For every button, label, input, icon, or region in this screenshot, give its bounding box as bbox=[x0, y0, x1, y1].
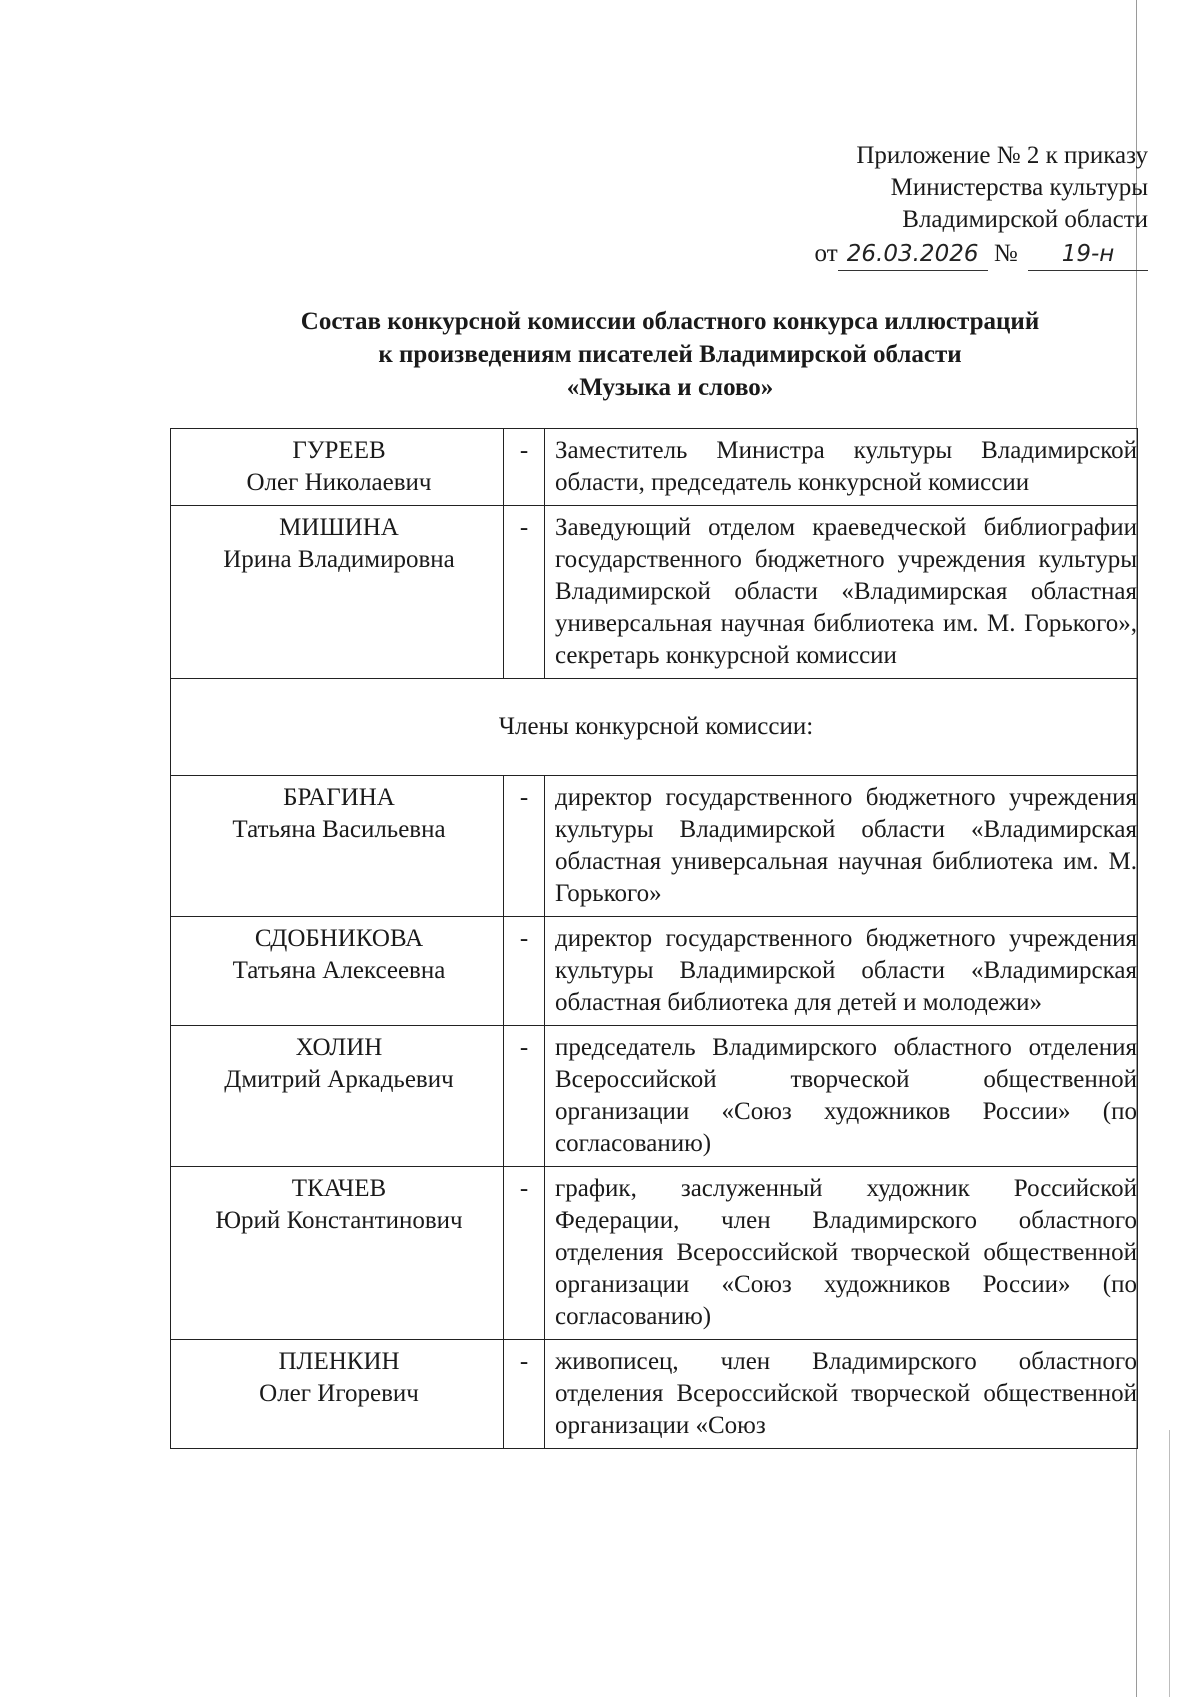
name-cell bbox=[171, 1340, 504, 1449]
dash-cell: - bbox=[504, 1026, 545, 1167]
member-surname: МИШИНА bbox=[279, 514, 399, 541]
appendix-header bbox=[815, 140, 1148, 271]
handwritten-number: 19-н bbox=[1028, 238, 1148, 271]
title-line-3: «Музыка и слово» bbox=[566, 374, 774, 401]
handwritten-date: 26.03.2026 bbox=[838, 238, 988, 271]
member-given-name: Юрий Константинович bbox=[215, 1207, 463, 1234]
members-heading-row bbox=[171, 679, 1138, 776]
scan-edge-line-secondary bbox=[1169, 1430, 1170, 1697]
member-given-name: Татьяна Васильевна bbox=[232, 816, 446, 843]
appendix-line-2: Министерства культуры bbox=[890, 174, 1148, 201]
title-line-1: Состав конкурсной комиссии областного конкурса иллюстраций bbox=[300, 308, 1040, 335]
commission-table bbox=[170, 428, 1138, 1449]
member-surname: ГУРЕЕВ bbox=[292, 437, 386, 464]
member-surname: ПЛЕНКИН bbox=[278, 1348, 400, 1375]
name-cell bbox=[171, 506, 504, 679]
role-cell: Заведующий отделом краеведческой библиографии государственного бюджетного учреждения культуры Владимирской области «Владимирская областная универсальная научная библиотека им. М. Горького», секретарь конкурсной комиссии bbox=[545, 506, 1138, 679]
appendix-line-3: Владимирской области bbox=[902, 206, 1148, 233]
table-row bbox=[171, 776, 1138, 917]
appendix-line-1: Приложение № 2 к приказу bbox=[856, 142, 1148, 169]
table-row bbox=[171, 429, 1138, 506]
table-row bbox=[171, 1167, 1138, 1340]
title-line-2: к произведениям писателей Владимирской области bbox=[378, 341, 962, 368]
table-row bbox=[171, 1026, 1138, 1167]
role-cell: график, заслуженный художник Российской Федерации, член Владимирского областного отделения Всероссийской творческой общественной организации «Союз художников России» (по согласованию) bbox=[545, 1167, 1138, 1340]
name-cell bbox=[171, 1167, 504, 1340]
member-surname: ТКАЧЕВ bbox=[291, 1175, 387, 1202]
table-row bbox=[171, 1340, 1138, 1449]
name-cell bbox=[171, 429, 504, 506]
role-cell: Заместитель Министра культуры Владимирской области, председатель конкурсной комиссии bbox=[545, 429, 1138, 506]
member-surname: СДОБНИКОВА bbox=[254, 925, 424, 952]
member-surname: БРАГИНА bbox=[283, 784, 395, 811]
order-date-number bbox=[815, 238, 1148, 271]
name-cell bbox=[171, 1026, 504, 1167]
dash-cell: - bbox=[504, 429, 545, 506]
dash-cell: - bbox=[504, 917, 545, 1026]
member-given-name: Олег Николаевич bbox=[246, 469, 432, 496]
dash-cell: - bbox=[504, 506, 545, 679]
dash-cell: - bbox=[504, 776, 545, 917]
member-given-name: Олег Игоревич bbox=[259, 1380, 419, 1407]
dash-cell: - bbox=[504, 1340, 545, 1449]
table-row bbox=[171, 506, 1138, 679]
number-prefix: № bbox=[993, 240, 1018, 267]
document-title bbox=[230, 305, 1110, 404]
role-cell: живописец, член Владимирского областного отделения Всероссийской творческой общественной организации «Союз bbox=[545, 1340, 1138, 1449]
name-cell bbox=[171, 917, 504, 1026]
date-prefix: от bbox=[814, 240, 838, 267]
table-row bbox=[171, 917, 1138, 1026]
member-given-name: Дмитрий Аркадьевич bbox=[224, 1066, 454, 1093]
name-cell bbox=[171, 776, 504, 917]
role-cell: директор государственного бюджетного учреждения культуры Владимирской области «Владимирская областная универсальная научная библиотека им. М. Горького» bbox=[545, 776, 1138, 917]
members-heading: Члены конкурсной комиссии: bbox=[171, 679, 1138, 776]
member-given-name: Ирина Владимировна bbox=[223, 546, 455, 573]
dash-cell: - bbox=[504, 1167, 545, 1340]
member-surname: ХОЛИН bbox=[295, 1034, 383, 1061]
role-cell: директор государственного бюджетного учреждения культуры Владимирской области «Владимирская областная библиотека для детей и молодежи» bbox=[545, 917, 1138, 1026]
member-given-name: Татьяна Алексеевна bbox=[232, 957, 446, 984]
role-cell: председатель Владимирского областного отделения Всероссийской творческой общественной организации «Союз художников России» (по согласованию) bbox=[545, 1026, 1138, 1167]
